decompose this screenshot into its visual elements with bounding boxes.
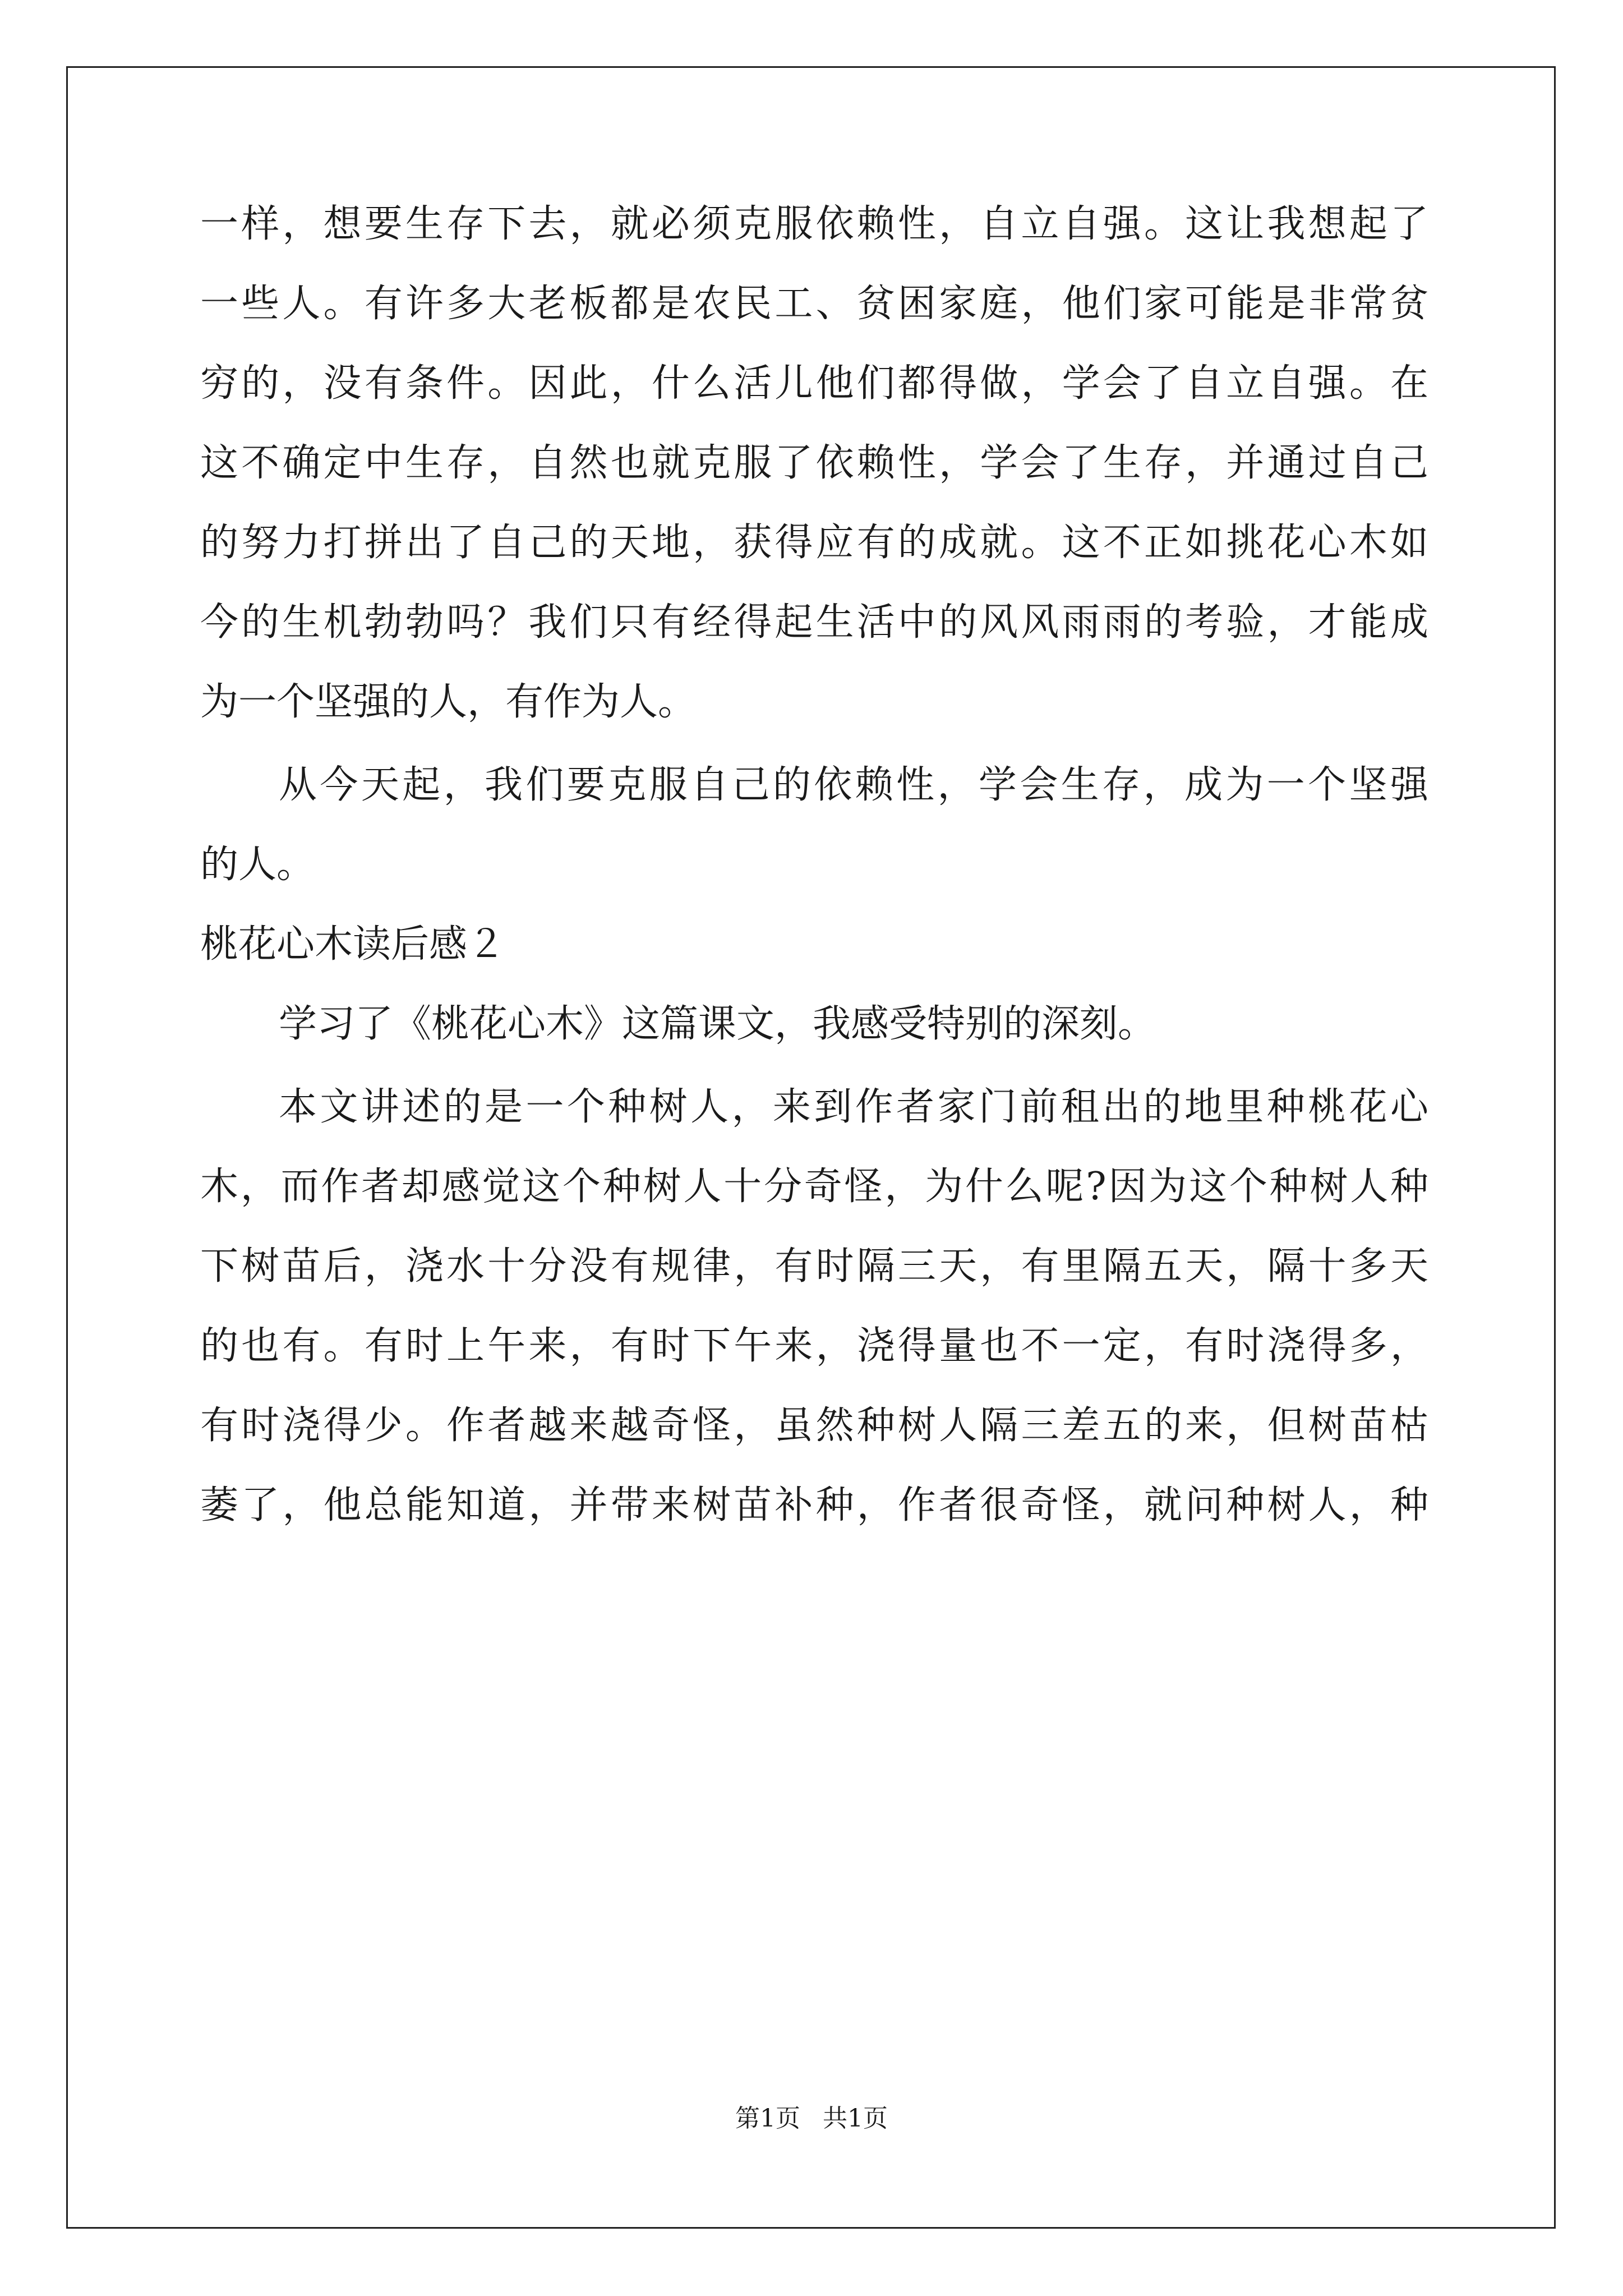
text-line: 有时浇得少。作者越来越奇怪，虽然种树人隔三差五的来，但树苗枯 <box>200 1404 1428 1448</box>
text-line: 的也有。有时上午来，有时下午来，浇得量也不一定，有时浇得多， <box>200 1324 1428 1368</box>
text-line: 这不确定中生存，自然也就克服了依赖性，学会了生存，并通过自己 <box>200 441 1428 485</box>
text-line: 穷的，没有条件。因此，什么活儿他们都得做，学会了自立自强。在 <box>200 361 1428 406</box>
page-footer <box>0 2098 1623 2134</box>
text-line: 的人。 <box>200 843 315 887</box>
text-line: 一样，想要生存下去，就必须克服依赖性，自立自强。这让我想起了 <box>200 202 1428 246</box>
text-line: 今的生机勃勃吗？我们只有经得起生活中的风风雨雨的考验，才能成 <box>200 600 1428 645</box>
paragraph-first-line: 学习了《桃花心木》这篇课文，我感受特别的深刻。 <box>279 1002 1156 1046</box>
text-line: 为一个坚强的人，有作为人。 <box>200 680 697 724</box>
text-line: 萎了，他总能知道，并带来树苗补种，作者很奇怪，就问种树人，种 <box>200 1483 1428 1527</box>
text-line: 的努力打拼出了自己的天地，获得应有的成就。这不正如挑花心木如 <box>200 521 1428 565</box>
page-total: 共1页 <box>823 2104 888 2133</box>
paragraph-first-line: 从今天起，我们要克服自己的依赖性，学会生存，成为一个坚强 <box>279 763 1428 807</box>
page-number: 第1页 <box>735 2104 800 2133</box>
text-line: 木，而作者却感觉这个种树人十分奇怪，为什么呢?因为这个种树人种 <box>200 1165 1428 1209</box>
section-heading: 桃花心木读后感２ <box>200 922 506 967</box>
text-line: 下树苗后，浇水十分没有规律，有时隔三天，有里隔五天，隔十多天 <box>200 1244 1428 1289</box>
paragraph-first-line: 本文讲述的是一个种树人，来到作者家门前租出的地里种桃花心 <box>279 1085 1428 1129</box>
text-line: 一些人。有许多大老板都是农民工、贫困家庭，他们家可能是非常贫 <box>200 282 1428 326</box>
